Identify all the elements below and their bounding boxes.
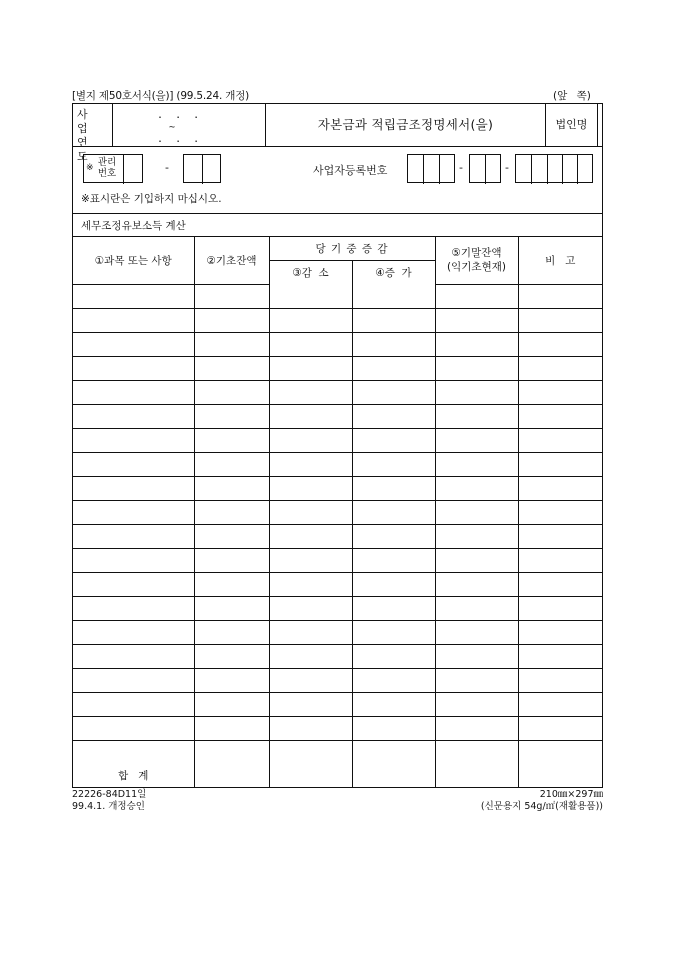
subject-cell[interactable] bbox=[73, 284, 194, 308]
closing-cell[interactable] bbox=[435, 356, 518, 380]
table-row bbox=[73, 428, 602, 452]
decrease-cell[interactable] bbox=[269, 428, 352, 452]
increase-cell[interactable] bbox=[352, 740, 435, 764]
management-digit-divider bbox=[123, 155, 124, 184]
remarks-cell[interactable] bbox=[518, 668, 602, 692]
opening-cell[interactable] bbox=[194, 500, 269, 524]
reserve-adjustment-table bbox=[73, 237, 602, 787]
remarks-cell[interactable] bbox=[518, 428, 602, 452]
increase-cell[interactable] bbox=[352, 428, 435, 452]
opening-cell[interactable] bbox=[194, 476, 269, 500]
table-row bbox=[73, 596, 602, 620]
table-row bbox=[73, 284, 602, 308]
business-reg-box-3[interactable] bbox=[515, 154, 593, 183]
closing-cell[interactable] bbox=[435, 620, 518, 644]
opening-cell[interactable] bbox=[194, 332, 269, 356]
subject-cell[interactable] bbox=[73, 380, 194, 404]
opening-cell[interactable] bbox=[194, 452, 269, 476]
opening-cell[interactable] bbox=[194, 356, 269, 380]
increase-cell[interactable] bbox=[352, 476, 435, 500]
opening-cell[interactable] bbox=[194, 716, 269, 740]
business-reg-dash-1: - bbox=[459, 161, 463, 174]
business-year-label bbox=[73, 104, 113, 163]
corp-name-label: 법인명 bbox=[546, 104, 598, 146]
table-row bbox=[73, 620, 602, 644]
decrease-cell[interactable] bbox=[269, 548, 352, 572]
management-dash: - bbox=[165, 161, 169, 174]
decrease-cell[interactable] bbox=[269, 308, 352, 332]
opening-cell[interactable] bbox=[194, 596, 269, 620]
increase-cell[interactable] bbox=[352, 500, 435, 524]
table-row bbox=[73, 572, 602, 596]
increase-cell[interactable] bbox=[352, 356, 435, 380]
decrease-cell[interactable] bbox=[269, 380, 352, 404]
decrease-cell[interactable] bbox=[269, 500, 352, 524]
period-tilde: ~ bbox=[151, 122, 176, 133]
remarks-cell[interactable] bbox=[518, 476, 602, 500]
business-reg-box-2[interactable] bbox=[469, 154, 501, 183]
increase-cell[interactable] bbox=[352, 620, 435, 644]
business-reg-number-label: 사업자등록번호 bbox=[313, 164, 388, 177]
reg-digit-divider bbox=[547, 155, 548, 184]
opening-cell[interactable] bbox=[194, 740, 269, 764]
remarks-cell[interactable] bbox=[518, 332, 602, 356]
section-row bbox=[73, 214, 602, 237]
increase-cell[interactable] bbox=[352, 716, 435, 740]
decrease-cell[interactable] bbox=[269, 356, 352, 380]
closing-cell[interactable] bbox=[435, 308, 518, 332]
period-start: . . . bbox=[151, 110, 200, 121]
closing-cell[interactable] bbox=[435, 524, 518, 548]
opening-cell[interactable] bbox=[194, 308, 269, 332]
form-code bbox=[72, 789, 146, 813]
period-end: . . . bbox=[151, 134, 200, 145]
reg-digit-divider bbox=[439, 155, 440, 184]
decrease-cell[interactable] bbox=[269, 284, 352, 308]
table-header-row-1 bbox=[73, 237, 602, 261]
increase-cell[interactable] bbox=[352, 668, 435, 692]
table-row bbox=[73, 740, 602, 764]
closing-cell[interactable] bbox=[435, 572, 518, 596]
closing-cell[interactable] bbox=[435, 692, 518, 716]
closing-cell[interactable] bbox=[435, 380, 518, 404]
closing-cell[interactable] bbox=[435, 740, 518, 764]
increase-cell[interactable] bbox=[352, 692, 435, 716]
remarks-cell[interactable] bbox=[518, 356, 602, 380]
table-row bbox=[73, 404, 602, 428]
table-row bbox=[73, 476, 602, 500]
table-row bbox=[73, 692, 602, 716]
subject-cell[interactable] bbox=[73, 740, 194, 764]
paper-type: (신문용지 54g/㎡(재활용품)) bbox=[480, 801, 603, 812]
table-row bbox=[73, 668, 602, 692]
remarks-cell[interactable] bbox=[518, 548, 602, 572]
opening-cell[interactable] bbox=[194, 380, 269, 404]
opening-cell[interactable] bbox=[194, 284, 269, 308]
subject-cell[interactable] bbox=[73, 356, 194, 380]
table-row bbox=[73, 356, 602, 380]
closing-cell[interactable] bbox=[435, 404, 518, 428]
increase-cell[interactable] bbox=[352, 548, 435, 572]
opening-cell[interactable] bbox=[194, 548, 269, 572]
subject-cell[interactable] bbox=[73, 452, 194, 476]
asterisk-mark: ※ bbox=[86, 163, 94, 173]
decrease-cell[interactable] bbox=[269, 692, 352, 716]
business-reg-box-1[interactable] bbox=[407, 154, 455, 183]
remarks-cell[interactable] bbox=[518, 572, 602, 596]
remarks-cell[interactable] bbox=[518, 308, 602, 332]
reg-digit-divider bbox=[562, 155, 563, 184]
paper-size: 210㎜×297㎜ bbox=[539, 789, 603, 800]
subject-cell[interactable] bbox=[73, 668, 194, 692]
increase-cell[interactable] bbox=[352, 572, 435, 596]
table-row bbox=[73, 644, 602, 668]
col-subject-header: ①과목 또는 사항 bbox=[73, 237, 194, 284]
decrease-cell[interactable] bbox=[269, 668, 352, 692]
decrease-cell[interactable] bbox=[269, 332, 352, 356]
closing-cell[interactable] bbox=[435, 596, 518, 620]
subject-cell[interactable] bbox=[73, 716, 194, 740]
total-row bbox=[73, 764, 602, 787]
col-change-group-header: 당 기 중 증 감 bbox=[269, 237, 435, 261]
decrease-cell[interactable] bbox=[269, 572, 352, 596]
col-decrease-header: ③감 소 bbox=[269, 261, 352, 285]
col-closing-header bbox=[435, 237, 518, 284]
table-row bbox=[73, 500, 602, 524]
opening-cell[interactable] bbox=[194, 644, 269, 668]
subject-cell[interactable] bbox=[73, 500, 194, 524]
decrease-cell[interactable] bbox=[269, 404, 352, 428]
form-approval: 99.4.1. 개정승인 bbox=[72, 801, 145, 812]
remarks-cell[interactable] bbox=[518, 500, 602, 524]
decrease-cell[interactable] bbox=[269, 716, 352, 740]
management-number-box-1[interactable] bbox=[83, 154, 143, 183]
increase-cell[interactable] bbox=[352, 404, 435, 428]
subject-cell[interactable] bbox=[73, 524, 194, 548]
decrease-cell[interactable] bbox=[269, 524, 352, 548]
closing-cell[interactable] bbox=[435, 644, 518, 668]
management-number-box-2[interactable] bbox=[183, 154, 221, 183]
subject-cell[interactable] bbox=[73, 308, 194, 332]
business-reg-dash-2: - bbox=[505, 161, 509, 174]
form-frame bbox=[72, 103, 603, 788]
closing-cell[interactable] bbox=[435, 476, 518, 500]
remarks-cell[interactable] bbox=[518, 740, 602, 764]
business-year-line-2: 연 도 bbox=[77, 136, 93, 163]
remarks-cell[interactable] bbox=[518, 716, 602, 740]
decrease-cell[interactable] bbox=[269, 476, 352, 500]
section-label: 세무조정유보소득 계산 bbox=[81, 220, 186, 232]
reg-digit-divider bbox=[577, 155, 578, 184]
notice-text: ※표시란은 기입하지 마십시오. bbox=[81, 193, 222, 205]
opening-cell[interactable] bbox=[194, 668, 269, 692]
decrease-cell[interactable] bbox=[269, 596, 352, 620]
remarks-cell[interactable] bbox=[518, 644, 602, 668]
total-closing-cell[interactable] bbox=[435, 764, 518, 787]
total-decrease-cell[interactable] bbox=[269, 764, 352, 787]
remarks-cell[interactable] bbox=[518, 692, 602, 716]
form-title: 자본금과 적립금조정명세서(을) bbox=[266, 104, 546, 146]
form-reference: [별지 제50호서식(을)] (99.5.24. 개정) bbox=[72, 90, 250, 102]
reg-digit-divider bbox=[423, 155, 424, 184]
table-row bbox=[73, 524, 602, 548]
increase-cell[interactable] bbox=[352, 524, 435, 548]
col-increase-header: ④증 가 bbox=[352, 261, 435, 285]
remarks-cell[interactable] bbox=[518, 284, 602, 308]
management-digit-divider-2 bbox=[202, 155, 203, 184]
closing-cell[interactable] bbox=[435, 452, 518, 476]
total-opening-cell[interactable] bbox=[194, 764, 269, 787]
business-year-line-1: 사 업 bbox=[77, 108, 93, 135]
management-label-1: 관리 bbox=[97, 157, 117, 168]
closing-cell[interactable] bbox=[435, 428, 518, 452]
total-remarks-cell[interactable] bbox=[518, 764, 602, 787]
page-side-label: (앞 쪽) bbox=[553, 90, 591, 102]
increase-cell[interactable] bbox=[352, 452, 435, 476]
subject-cell[interactable] bbox=[73, 644, 194, 668]
increase-cell[interactable] bbox=[352, 332, 435, 356]
col-closing-label-2: (익기초현재) bbox=[447, 261, 506, 274]
col-opening-header: ②기초잔액 bbox=[194, 237, 269, 284]
table-row bbox=[73, 452, 602, 476]
remarks-cell[interactable] bbox=[518, 380, 602, 404]
closing-cell[interactable] bbox=[435, 332, 518, 356]
col-remarks-header: 비 고 bbox=[518, 237, 602, 284]
business-period-field[interactable] bbox=[113, 104, 266, 146]
management-number bbox=[83, 154, 220, 183]
remarks-cell[interactable] bbox=[518, 620, 602, 644]
decrease-cell[interactable] bbox=[269, 452, 352, 476]
increase-cell[interactable] bbox=[352, 380, 435, 404]
subject-cell[interactable] bbox=[73, 404, 194, 428]
subject-cell[interactable] bbox=[73, 692, 194, 716]
increase-cell[interactable] bbox=[352, 644, 435, 668]
closing-cell[interactable] bbox=[435, 668, 518, 692]
opening-cell[interactable] bbox=[194, 620, 269, 644]
remarks-cell[interactable] bbox=[518, 596, 602, 620]
decrease-cell[interactable] bbox=[269, 620, 352, 644]
table-row bbox=[73, 308, 602, 332]
subject-cell[interactable] bbox=[73, 428, 194, 452]
subject-cell[interactable] bbox=[73, 620, 194, 644]
opening-cell[interactable] bbox=[194, 428, 269, 452]
opening-cell[interactable] bbox=[194, 404, 269, 428]
subject-cell[interactable] bbox=[73, 476, 194, 500]
table-row bbox=[73, 380, 602, 404]
closing-cell[interactable] bbox=[435, 548, 518, 572]
increase-cell[interactable] bbox=[352, 284, 435, 308]
opening-cell[interactable] bbox=[194, 572, 269, 596]
increase-cell[interactable] bbox=[352, 596, 435, 620]
subject-cell[interactable] bbox=[73, 548, 194, 572]
increase-cell[interactable] bbox=[352, 308, 435, 332]
total-increase-cell[interactable] bbox=[352, 764, 435, 787]
paper-spec bbox=[447, 789, 603, 813]
table-row bbox=[73, 716, 602, 740]
decrease-cell[interactable] bbox=[269, 644, 352, 668]
remarks-cell[interactable] bbox=[518, 452, 602, 476]
reg-digit-divider bbox=[531, 155, 532, 184]
closing-cell[interactable] bbox=[435, 284, 518, 308]
subject-cell[interactable] bbox=[73, 332, 194, 356]
id-row bbox=[73, 147, 602, 214]
total-label: 합 계 bbox=[73, 764, 194, 787]
decrease-cell[interactable] bbox=[269, 740, 352, 764]
table-row bbox=[73, 548, 602, 572]
opening-cell[interactable] bbox=[194, 692, 269, 716]
subject-cell[interactable] bbox=[73, 596, 194, 620]
closing-cell[interactable] bbox=[435, 716, 518, 740]
form-code-number: 22226-84D11일 bbox=[72, 789, 147, 800]
reg-digit-divider bbox=[485, 155, 486, 184]
remarks-cell[interactable] bbox=[518, 524, 602, 548]
remarks-cell[interactable] bbox=[518, 404, 602, 428]
closing-cell[interactable] bbox=[435, 500, 518, 524]
col-closing-label-1: ⑤기말잔액 bbox=[451, 247, 502, 260]
opening-cell[interactable] bbox=[194, 524, 269, 548]
subject-cell[interactable] bbox=[73, 572, 194, 596]
corp-name-field[interactable] bbox=[598, 104, 602, 146]
table-row bbox=[73, 332, 602, 356]
management-label-2: 번호 bbox=[97, 168, 117, 179]
